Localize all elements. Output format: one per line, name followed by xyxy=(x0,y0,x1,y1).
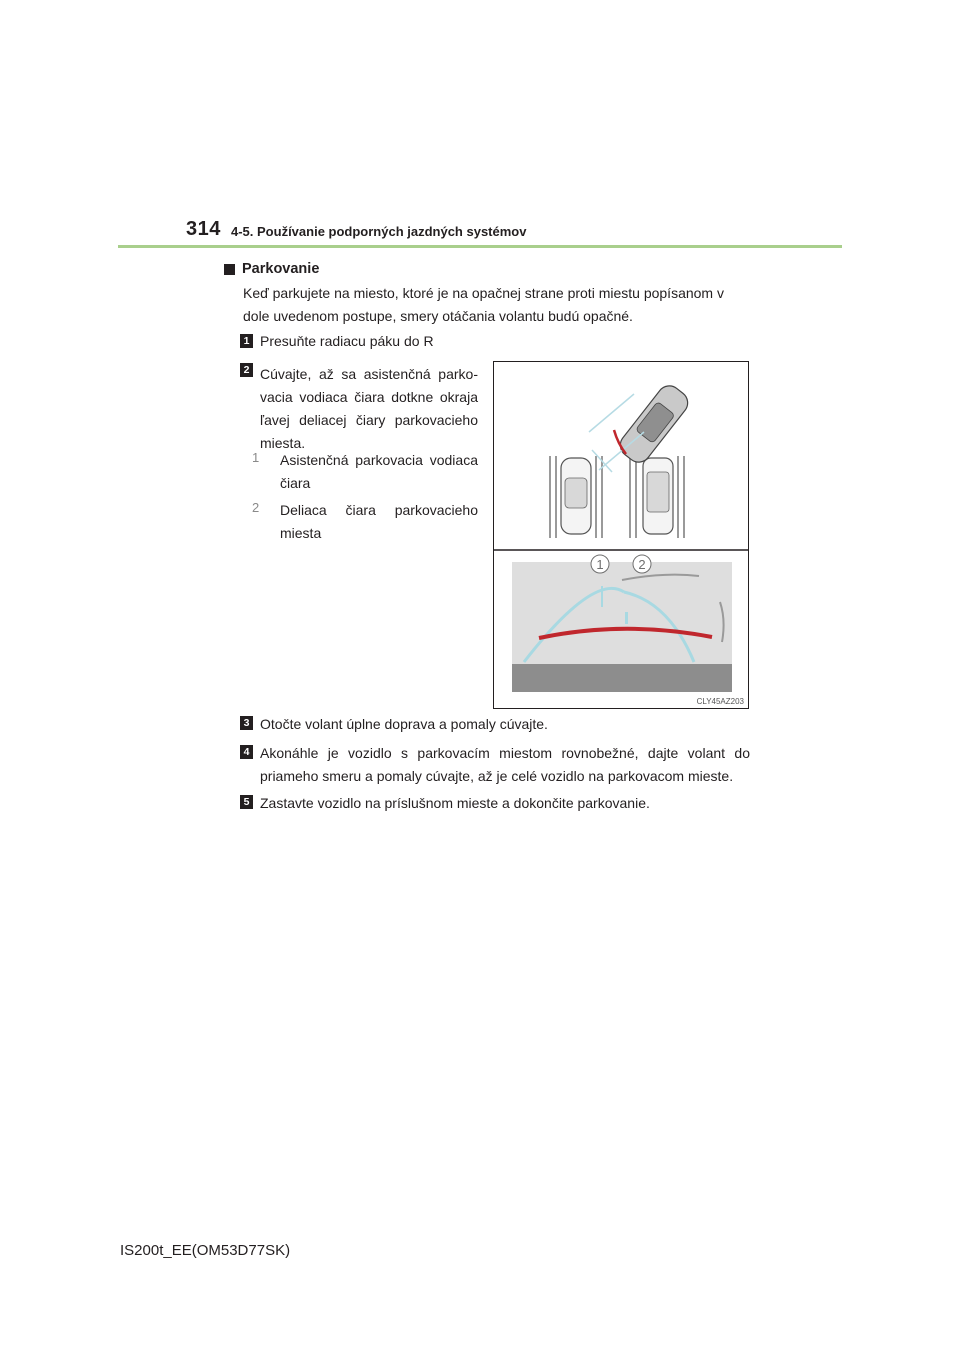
callout-2 xyxy=(633,555,651,573)
callout-1 xyxy=(591,555,609,573)
section-title: 4-5. Používanie podporných jazdných systémov xyxy=(231,224,527,239)
figure-code: CLY45AZ203 xyxy=(696,697,744,706)
step-text-1: Presuňte radiacu páku do R xyxy=(260,333,434,349)
intro-paragraph: Keď parkujete na miesto, ktoré je na opačnej strane proti miestu popísanom v dole uvedenom postupe, smery otáčania volantu budú opačné. xyxy=(243,285,724,324)
parked-car-right-icon xyxy=(643,458,673,534)
header-rule xyxy=(118,245,842,248)
step-text-5: Zastavte vozidlo na príslušnom mieste a dokončite parkovanie. xyxy=(260,795,650,811)
square-bullet-icon xyxy=(224,264,235,275)
step-number-2: 2 xyxy=(240,363,253,377)
callout-2-label: 2 xyxy=(638,557,646,572)
note-number-1: 1 xyxy=(252,450,260,465)
parking-diagram xyxy=(494,362,749,709)
note-text-2: Deliaca čiara parkovacieho miesta xyxy=(280,502,478,541)
note-number-2: 2 xyxy=(252,500,260,515)
footer-model-code: IS200t_EE(OM53D77SK) xyxy=(120,1242,291,1259)
step-number-1: 1 xyxy=(240,334,253,348)
step-number-5: 5 xyxy=(240,795,253,809)
guide-line-top xyxy=(589,394,634,432)
step-text-3: Otočte volant úplne doprava a pomaly cúvajte. xyxy=(260,716,548,732)
subheading-text: Parkovanie xyxy=(242,261,320,277)
step-number-4: 4 xyxy=(240,745,253,759)
step-text-2: Cúvajte, až sa asistenčná parko- vacia vodiaca čiara dotkne okraja ľavej deliacej čiary parkovacieho miesta. xyxy=(260,366,478,451)
step-text-4: Akonáhle je vozidlo s parkovacím miestom rovnobežné, dajte volant do priameho smeru a pomaly cúvajte, až je celé vozidlo na parkovacom mieste. xyxy=(260,745,750,784)
step-number-3: 3 xyxy=(240,716,253,730)
subheading xyxy=(224,261,319,277)
parking-illustration xyxy=(493,361,749,709)
page-number: 314 xyxy=(186,218,221,240)
callout-1-label: 1 xyxy=(596,557,604,572)
note-text-1: Asistenčná parkovacia vodiaca čiara xyxy=(280,452,478,491)
parked-car-left-icon xyxy=(561,458,591,534)
reversing-car-icon xyxy=(616,381,693,467)
